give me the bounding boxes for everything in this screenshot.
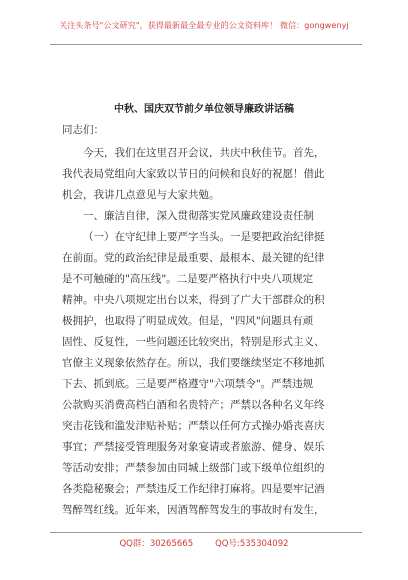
body-line: 驾醉驾红线。近年来，因酒驾醉驾发生的事故时有发生，: [62, 504, 325, 516]
body-line: 我代表局党组向大家致以节日的问候和良好的祝愿！借此: [62, 168, 325, 180]
body-line: 是不可触碰的"高压线"。二是要严格执行中央八项规定: [62, 273, 314, 285]
body-line: 精神。中央八项规定出台以来，得到了广大干部群众的积: [62, 294, 325, 306]
body-line: 各类隐秘聚会；严禁违反工作纪律打麻将。四是要牢记酒: [62, 483, 325, 495]
body-line: 固性、反复性，一些问题还比较突出，特别是形式主义、: [62, 336, 325, 348]
greeting: 同志们：: [62, 124, 104, 136]
document-body: [62, 143, 350, 521]
qq-group-label: QQ群：30265665: [119, 539, 194, 549]
document-title: 中秋、国庆双节前夕单位领导廉政讲话稿: [114, 104, 294, 115]
body-line: 公款购买消费高档白酒和名贵特产；严禁以各种名义年终: [62, 399, 325, 411]
body-line: 机会，我讲几点意见与大家共勉。: [62, 189, 220, 201]
body-line: 今天，我们在这里召开会议，共庆中秋佳节。首先，: [83, 147, 325, 159]
body-line: 事宜；严禁接受管理服务对象宴请或者旅游、健身、娱乐: [62, 441, 325, 453]
body-line: 下去、抓到底。三是要严格遵守"六项禁令"。严禁违规: [62, 378, 314, 390]
section-heading: 一、廉洁自律，深入贯彻落实党风廉政建设责任制: [83, 210, 314, 222]
header-divider: [50, 44, 362, 45]
qq-number-label: QQ号:535304092: [215, 539, 289, 549]
footer-divider: [50, 532, 362, 533]
header-banner: 关注头条号"公文研究"，获得最新最全最专业的公文资料库！ 微信：gongwenyj: [59, 21, 349, 30]
body-line: 官僚主义现象依然存在。所以，我们要继续坚定不移地抓: [62, 357, 325, 369]
body-line: （一）在守纪律上要严字当头。一是要把政治纪律挺: [83, 231, 325, 243]
body-line: 在前面。党的政治纪律是最重要、最根本、最关键的纪律: [62, 252, 325, 264]
body-line: 极拥护，也取得了明显成效。但是，"四风"问题具有顽: [62, 315, 314, 327]
footer: [0, 537, 408, 549]
body-line: 突击花钱和滥发津贴补贴；严禁以任何方式操办婚丧喜庆: [62, 420, 325, 432]
body-line: 等活动安排；严禁参加由同城上级部门或下级单位组织的: [62, 462, 325, 474]
